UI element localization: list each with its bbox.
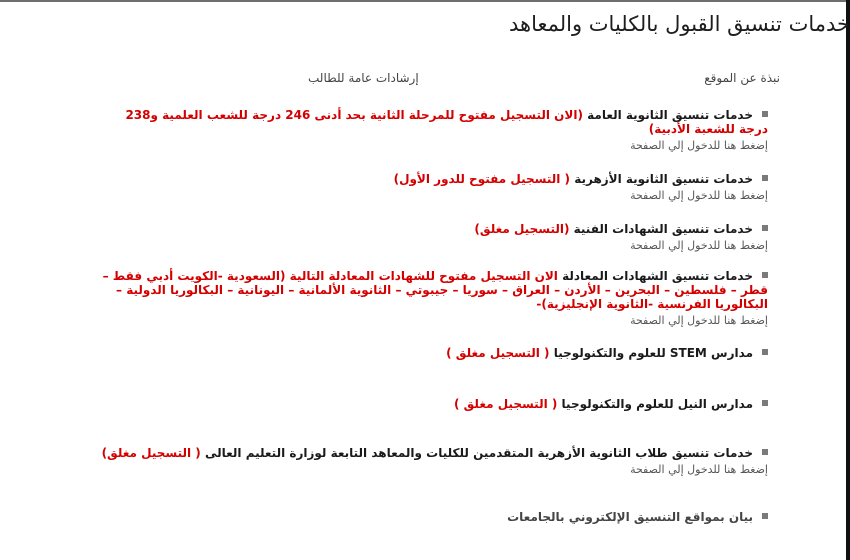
service-title[interactable]: خدمات تنسيق الشهادات الفنية	[569, 222, 753, 236]
enter-page-link[interactable]: إضغط هنا للدخول إلي الصفحة	[630, 239, 768, 252]
service-title[interactable]: خدمات تنسيق طلاب الثانوية الأزهرية المتقدمين للكليات والمعاهد التابعة لوزارة التعليم العالى	[200, 446, 753, 460]
service-title[interactable]: مدارس STEM للعلوم والتكنولوجيا	[549, 346, 753, 360]
service-status: الان التسجيل مفتوح للشهادات المعادلة التالية (السعودية -الكويت أدبي فقط – قطر – فلسطين – البحرين – الأردن – العراق – سوريا – جيبوتي – الثانوية الألمانية – اليونانية – البكالوريا الدولية – البكالوريا الفرنسية -الثانوية الإنجليزية)-	[102, 269, 768, 311]
service-status: (الان التسجيل مفتوح للمرحلة الثانية بحد أدنى 246 درجة للشعب العلمية و238 درجة للشعبة الأدبية)	[125, 108, 768, 136]
service-status: (التسجيل مغلق)	[474, 222, 570, 236]
bullet-icon	[762, 349, 768, 355]
page-title: خدمات تنسيق القبول بالكليات والمعاهد	[508, 12, 850, 36]
service-status: ( التسجيل مغلق )	[453, 397, 558, 411]
enter-page-link[interactable]: إضغط هنا للدخول إلي الصفحة	[630, 463, 768, 476]
service-title[interactable]: مدارس النيل للعلوم والتكنولوجيا	[557, 397, 753, 411]
bullet-icon	[762, 272, 768, 278]
bullet-icon	[762, 225, 768, 231]
service-status: ( التسجيل مغلق )	[446, 346, 550, 360]
service-item-technical-certificates	[268, 222, 768, 254]
service-title[interactable]: خدمات تنسيق الثانوية العامة	[582, 108, 753, 122]
nav-student-guide-link[interactable]: إرشادات عامة للطالب	[308, 71, 419, 85]
scrollbar-edge[interactable]	[846, 0, 850, 560]
bullet-icon	[762, 175, 768, 181]
service-status: ( التسجيل مغلق)	[101, 446, 201, 460]
bullet-icon	[762, 400, 768, 406]
enter-page-link[interactable]: إضغط هنا للدخول إلي الصفحة	[630, 314, 768, 327]
service-item-nile-schools	[268, 397, 768, 411]
bullet-icon	[762, 449, 768, 455]
top-border	[0, 0, 850, 2]
service-status: ( التسجيل مفتوح للدور الأول)	[393, 172, 571, 186]
enter-page-link[interactable]: إضغط هنا للدخول إلي الصفحة	[630, 189, 768, 202]
service-title[interactable]: خدمات تنسيق الشهادات المعادلة	[557, 269, 753, 283]
service-item-university-sites	[268, 510, 768, 524]
service-item-stem-schools	[268, 346, 768, 360]
service-title[interactable]: خدمات تنسيق الثانوية الأزهرية	[570, 172, 753, 186]
service-title[interactable]: بيان بمواقع التنسيق الإلكتروني بالجامعات	[507, 510, 753, 524]
bullet-icon	[762, 111, 768, 117]
enter-page-link[interactable]: إضغط هنا للدخول إلي الصفحة	[630, 139, 768, 152]
service-item-azhar-secondary	[268, 172, 768, 204]
nav-about-link[interactable]: نبذة عن الموقع	[704, 71, 780, 85]
service-item-general-secondary	[100, 108, 768, 154]
bullet-icon	[762, 513, 768, 519]
service-item-equivalent-certificates	[100, 269, 768, 329]
service-item-azhar-higher-education	[100, 446, 768, 478]
